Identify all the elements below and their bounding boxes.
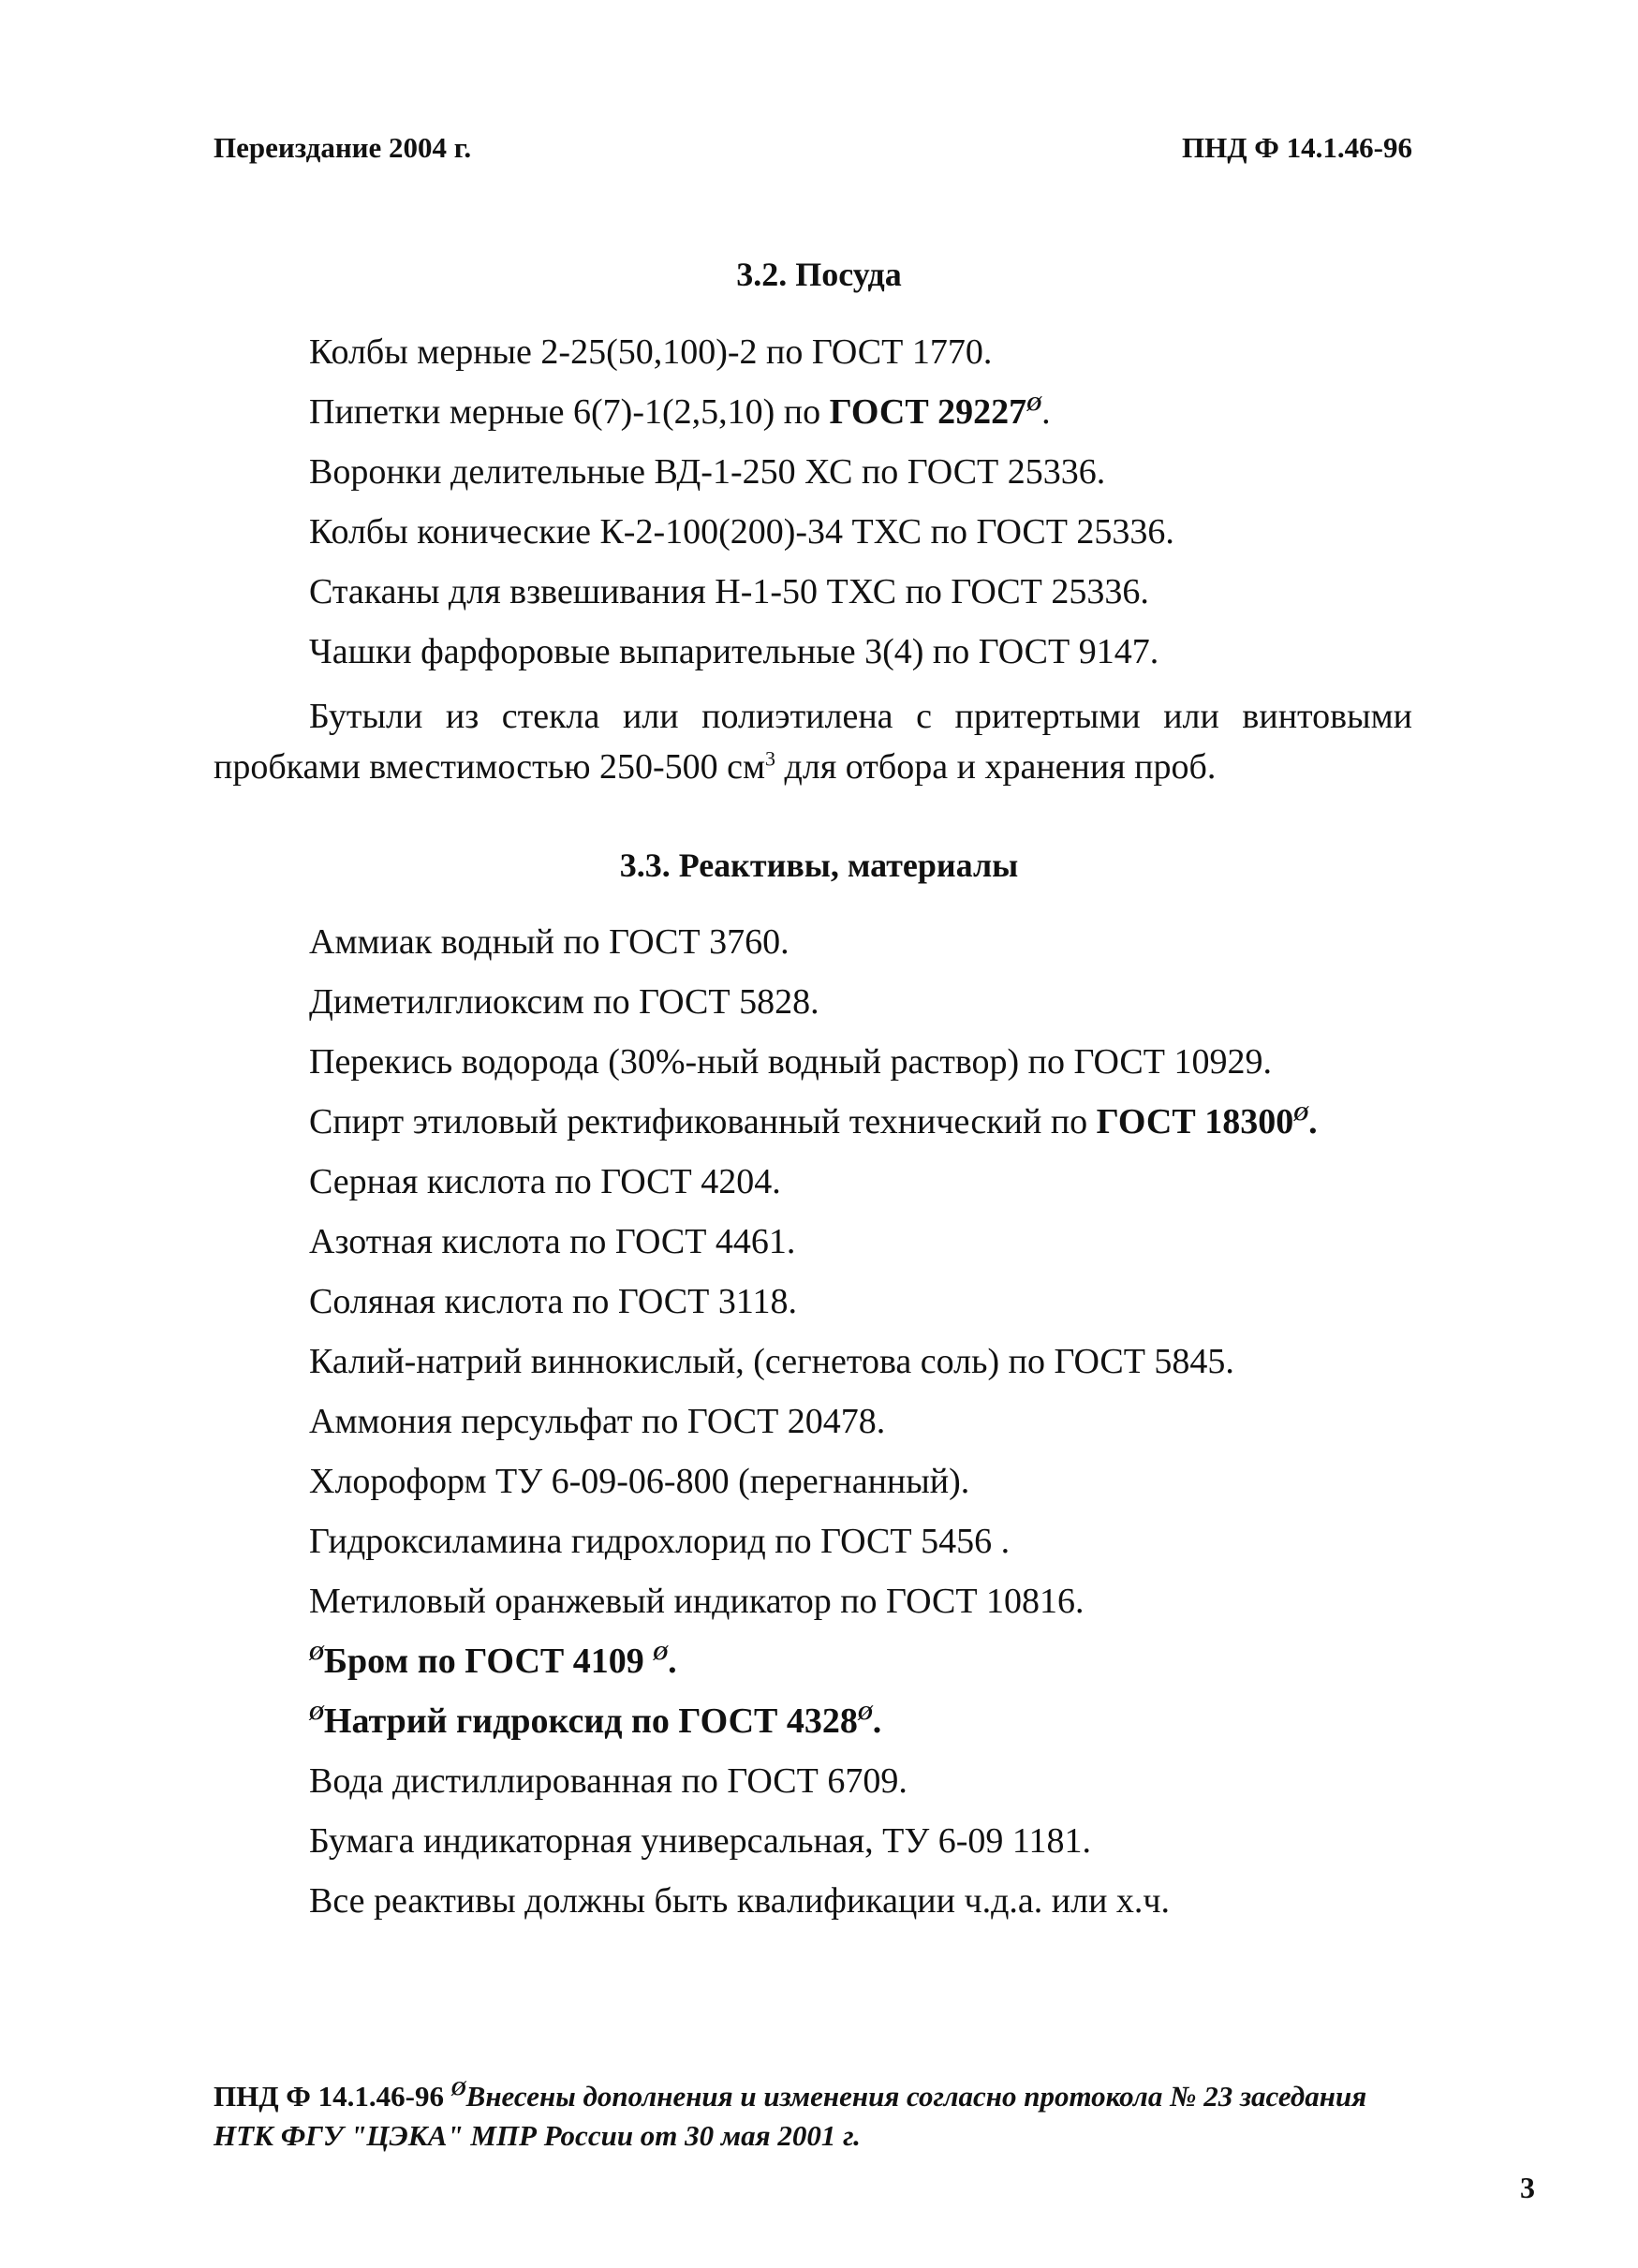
reagent-item: Все реактивы должны быть квалификации ч.д.а. или х.ч.: [309, 1881, 1171, 1921]
section-title-glassware: 3.2. Посуда: [736, 256, 902, 293]
period-mark: .: [872, 1701, 882, 1741]
section-title-reagents: 3.3. Реактивы, материалы: [619, 847, 1019, 884]
reagent-item: Серная кислота по ГОСТ 4204.: [309, 1162, 781, 1201]
amendment-mark: Ø: [450, 2076, 466, 2100]
reissue-label: Переиздание 2004 г.: [214, 131, 472, 164]
glassware-item: Воронки делительные ВД-1-250 ХС по ГОСТ 25336.: [309, 452, 1106, 492]
reagent-item: Гидроксиламина гидрохлорид по ГОСТ 5456 .: [309, 1522, 1011, 1561]
reagent-item: Калий-натрий виннокислый, (сегнетова соль) по ГОСТ 5845.: [309, 1342, 1234, 1381]
bottles-text: Бутыли из стекла или полиэтилена с притертыми или винтовыми пробками вместимостью 250-500 см: [214, 697, 1412, 787]
glassware-item: Стаканы для взвешивания Н-1-50 ТХС по ГОСТ 25336.: [309, 572, 1149, 611]
reagent-item: Аммиак водный по ГОСТ 3760.: [309, 922, 789, 962]
reagent-item: Метиловый оранжевый индикатор по ГОСТ 10816.: [309, 1582, 1085, 1621]
amendment-mark: Ø: [1293, 1101, 1309, 1126]
reagent-item-text: Натрий гидроксид по ГОСТ 4328: [323, 1701, 858, 1741]
bottles-paragraph: [214, 691, 1412, 792]
glassware-item: Чашки фарфоровые выпарительные 3(4) по ГОСТ 9147.: [309, 632, 1159, 671]
reagent-item: [309, 1101, 1318, 1142]
footnote-code: ПНД Ф 14.1.46-96: [214, 2080, 451, 2113]
document-code: ПНД Ф 14.1.46-96: [1181, 131, 1412, 164]
amendment-mark: Ø: [653, 1641, 669, 1665]
reagent-item-amended: [309, 1641, 677, 1682]
reagent-item: Хлороформ ТУ 6-09-06-800 (перегнанный).: [309, 1462, 970, 1501]
reagent-item: Азотная кислота по ГОСТ 4461.: [309, 1222, 796, 1261]
amendment-mark: Ø: [309, 1641, 324, 1665]
amendment-mark: Ø: [309, 1701, 324, 1725]
glassware-item-text: Пипетки мерные 6(7)-1(2,5,10) по: [309, 392, 830, 432]
reagent-item: Диметилглиоксим по ГОСТ 5828.: [309, 982, 819, 1022]
page-header: [214, 131, 1412, 178]
glassware-item: [309, 391, 1051, 433]
amendment-footnote: [214, 2077, 1412, 2156]
gost-bold-ref: ГОСТ 18300: [1096, 1102, 1294, 1141]
reagent-item: Вода дистиллированная по ГОСТ 6709.: [309, 1761, 908, 1801]
superscript-3: 3: [765, 746, 776, 771]
amendment-mark: Ø: [857, 1701, 873, 1725]
reagent-item: Аммония персульфат по ГОСТ 20478.: [309, 1402, 886, 1441]
amendment-mark: Ø: [1026, 391, 1042, 416]
gost-bold-ref: ГОСТ 29227: [829, 392, 1027, 432]
footnote-text: Внесены дополнения и изменения согласно протокола № 23 заседания НТК ФГУ "ЦЭКА" МПР России от 30 мая 2001 г.: [214, 2080, 1367, 2152]
glassware-item: Колбы мерные 2-25(50,100)-2 по ГОСТ 1770.: [309, 332, 993, 372]
bottles-text-end: для отбора и хранения проб.: [775, 747, 1217, 787]
period-mark: .: [668, 1642, 677, 1681]
reagent-item-text: Бром по ГОСТ 4109: [323, 1642, 654, 1681]
reagent-item-text: Спирт этиловый ректификованный технический по: [309, 1102, 1097, 1141]
period-mark: .: [1041, 392, 1051, 432]
page-number: 3: [1520, 2171, 1535, 2204]
reagent-item: Соляная кислота по ГОСТ 3118.: [309, 1282, 797, 1321]
reagent-item: Перекись водорода (30%-ный водный раствор) по ГОСТ 10929.: [309, 1042, 1272, 1082]
period-mark: .: [1308, 1102, 1318, 1141]
glassware-item: Колбы конические К-2-100(200)-34 ТХС по ГОСТ 25336.: [309, 512, 1174, 552]
reagent-item: Бумага индикаторная универсальная, ТУ 6-09 1181.: [309, 1821, 1091, 1861]
reagent-item-amended: [309, 1701, 881, 1742]
